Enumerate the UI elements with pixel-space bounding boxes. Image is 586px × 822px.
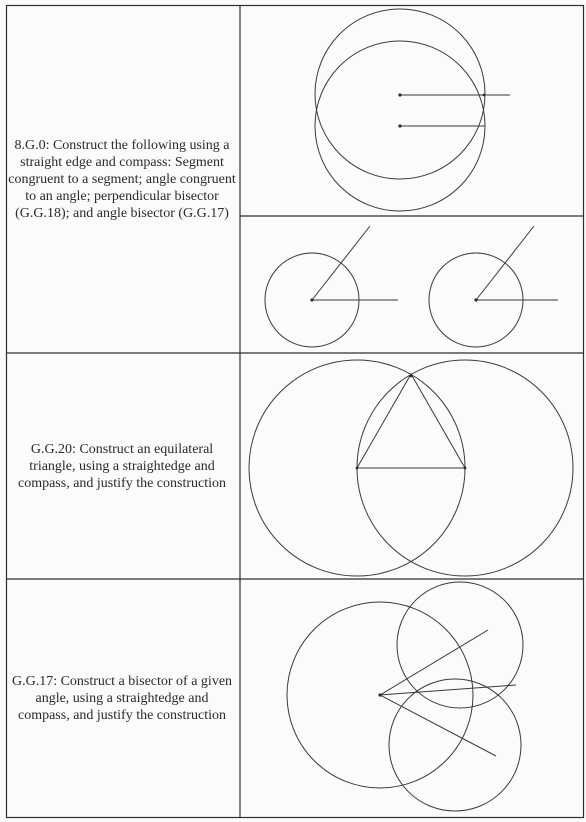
triangle-vertex xyxy=(410,375,413,378)
arc-intersection-point xyxy=(483,94,486,97)
standard-8-g-0-text: 8.G.0: Construct the following using a straight edge and compass: Segment congruent to a segment; angle congruent to an angle; perpendicular bisector (G.G.18); and angle bisector (G.G.17) xyxy=(8,137,236,221)
angle-ray-upper xyxy=(380,630,488,695)
standard-g-g-17-text: G.G.17: Construct a bisector of a given angle, using a straightedge and compass, and justify the construction xyxy=(11,674,233,723)
segment-endpoint xyxy=(398,93,401,96)
equilateral-triangle xyxy=(357,374,465,468)
standard-g-g-20-text: G.G.20: Construct an equilateral triangle, using a straightedge and compass, and justify the construction xyxy=(17,441,227,491)
angle-bisector-figure xyxy=(287,582,523,811)
equilateral-triangle-figure xyxy=(249,360,573,576)
congruent-segment-figure xyxy=(315,9,510,211)
angle-ray-oblique-right xyxy=(476,226,534,300)
compass-circle-lower xyxy=(389,679,521,811)
triangle-vertex xyxy=(356,467,359,470)
segment-endpoint xyxy=(398,124,401,127)
angle-vertex xyxy=(310,298,313,301)
angle-vertex xyxy=(474,298,477,301)
triangle-vertex xyxy=(464,467,467,470)
congruent-angle-figure xyxy=(265,226,558,347)
angle-ray-oblique-left xyxy=(312,226,370,300)
angle-vertex xyxy=(378,693,381,696)
